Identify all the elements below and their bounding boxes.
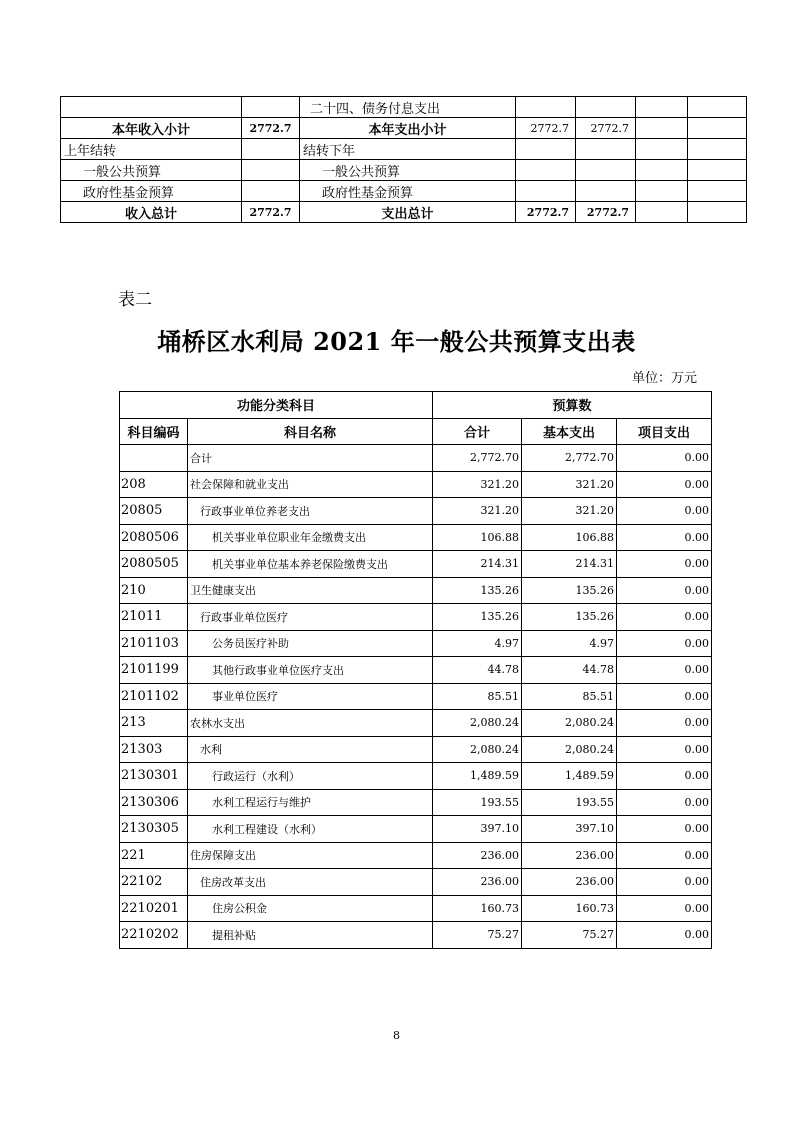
row-basic: 85.51 bbox=[522, 683, 617, 710]
row-code: 210 bbox=[120, 577, 188, 604]
row-total: 160.73 bbox=[433, 895, 522, 922]
row-code: 2130301 bbox=[120, 763, 188, 790]
income-subtotal-label: 本年收入小计 bbox=[61, 118, 242, 139]
row-code: 2210202 bbox=[120, 922, 188, 949]
row-total: 193.55 bbox=[433, 789, 522, 816]
row-total: 1,489.59 bbox=[433, 763, 522, 790]
row-total: 236.00 bbox=[433, 842, 522, 869]
row-basic: 321.20 bbox=[522, 471, 617, 498]
row-name: 合计 bbox=[188, 445, 433, 472]
page-number: 8 bbox=[393, 1029, 400, 1042]
row-total: 2,772.70 bbox=[433, 445, 522, 472]
row-code: 2101103 bbox=[120, 630, 188, 657]
row-basic: 236.00 bbox=[522, 842, 617, 869]
row-name: 机关事业单位基本养老保险缴费支出 bbox=[188, 551, 433, 578]
column-header-basic: 基本支出 bbox=[522, 418, 617, 445]
row-project: 0.00 bbox=[617, 577, 712, 604]
row-code: 221 bbox=[120, 842, 188, 869]
column-header-project: 项目支出 bbox=[617, 418, 712, 445]
row-code: 2080505 bbox=[120, 551, 188, 578]
income-total-value: 2772.7 bbox=[242, 202, 300, 223]
column-header-code: 科目编码 bbox=[120, 418, 188, 445]
row-project: 0.00 bbox=[617, 710, 712, 737]
table-row bbox=[120, 657, 712, 684]
table-row bbox=[120, 524, 712, 551]
row-total: 106.88 bbox=[433, 524, 522, 551]
row-project: 0.00 bbox=[617, 630, 712, 657]
table-row bbox=[120, 551, 712, 578]
row-project: 0.00 bbox=[617, 683, 712, 710]
row-basic: 193.55 bbox=[522, 789, 617, 816]
expense-label: 政府性基金预算 bbox=[300, 181, 516, 202]
expense-subtotal-value: 2772.7 bbox=[516, 118, 576, 139]
table-row bbox=[120, 869, 712, 896]
row-basic: 75.27 bbox=[522, 922, 617, 949]
row-basic: 321.20 bbox=[522, 498, 617, 525]
row-project: 0.00 bbox=[617, 657, 712, 684]
row-name: 住房公积金 bbox=[188, 895, 433, 922]
row-project: 0.00 bbox=[617, 445, 712, 472]
row-project: 0.00 bbox=[617, 922, 712, 949]
expense-subtotal-value-2: 2772.7 bbox=[576, 118, 636, 139]
income-expense-summary-table bbox=[60, 96, 747, 223]
table-label: 表二 bbox=[118, 290, 152, 310]
row-name: 其他行政事业单位医疗支出 bbox=[188, 657, 433, 684]
table-header-row bbox=[120, 418, 712, 445]
table-row bbox=[120, 630, 712, 657]
row-name: 农林水支出 bbox=[188, 710, 433, 737]
row-project: 0.00 bbox=[617, 498, 712, 525]
expense-total-label: 支出总计 bbox=[300, 202, 516, 223]
table-header-row bbox=[120, 392, 712, 419]
row-total: 214.31 bbox=[433, 551, 522, 578]
table-row bbox=[120, 842, 712, 869]
expense-total-value-2: 2772.7 bbox=[576, 202, 636, 223]
row-code: 2130306 bbox=[120, 789, 188, 816]
income-label: 一般公共预算 bbox=[61, 160, 242, 181]
column-header-name: 科目名称 bbox=[188, 418, 433, 445]
row-code: 208 bbox=[120, 471, 188, 498]
row-name: 行政事业单位养老支出 bbox=[188, 498, 433, 525]
row-code: 2101102 bbox=[120, 683, 188, 710]
row-basic: 214.31 bbox=[522, 551, 617, 578]
group-header-budget-amount: 预算数 bbox=[433, 392, 712, 419]
row-total: 75.27 bbox=[433, 922, 522, 949]
row-name: 卫生健康支出 bbox=[188, 577, 433, 604]
group-header-function-classification: 功能分类科目 bbox=[120, 392, 433, 419]
row-code: 21011 bbox=[120, 604, 188, 631]
row-total: 44.78 bbox=[433, 657, 522, 684]
row-total: 85.51 bbox=[433, 683, 522, 710]
row-total: 321.20 bbox=[433, 498, 522, 525]
row-basic: 106.88 bbox=[522, 524, 617, 551]
income-label: 上年结转 bbox=[61, 139, 242, 160]
row-basic: 2,080.24 bbox=[522, 710, 617, 737]
row-project: 0.00 bbox=[617, 789, 712, 816]
table-row bbox=[120, 577, 712, 604]
expense-label: 结转下年 bbox=[300, 139, 516, 160]
row-total: 397.10 bbox=[433, 816, 522, 843]
row-name: 行政运行（水利） bbox=[188, 763, 433, 790]
row-basic: 236.00 bbox=[522, 869, 617, 896]
row-project: 0.00 bbox=[617, 604, 712, 631]
row-basic: 4.97 bbox=[522, 630, 617, 657]
row-total: 2,080.24 bbox=[433, 736, 522, 763]
row-project: 0.00 bbox=[617, 736, 712, 763]
expense-total-value: 2772.7 bbox=[516, 202, 576, 223]
row-code: 2080506 bbox=[120, 524, 188, 551]
row-code: 2130305 bbox=[120, 816, 188, 843]
page-title: 埇桥区水利局 2021 年一般公共预算支出表 bbox=[157, 327, 636, 356]
table-row bbox=[120, 895, 712, 922]
expense-label: 一般公共预算 bbox=[300, 160, 516, 181]
table-row bbox=[120, 710, 712, 737]
table-row bbox=[120, 604, 712, 631]
row-project: 0.00 bbox=[617, 842, 712, 869]
row-project: 0.00 bbox=[617, 895, 712, 922]
income-subtotal-value: 2772.7 bbox=[242, 118, 300, 139]
row-code: 21303 bbox=[120, 736, 188, 763]
table-row bbox=[61, 160, 747, 181]
table-row bbox=[61, 181, 747, 202]
row-code: 213 bbox=[120, 710, 188, 737]
table-row bbox=[120, 498, 712, 525]
row-name: 住房保障支出 bbox=[188, 842, 433, 869]
table-row bbox=[120, 471, 712, 498]
row-project: 0.00 bbox=[617, 551, 712, 578]
income-total-label: 收入总计 bbox=[61, 202, 242, 223]
row-basic: 135.26 bbox=[522, 604, 617, 631]
table-row bbox=[120, 445, 712, 472]
row-name: 事业单位医疗 bbox=[188, 683, 433, 710]
row-code: 20805 bbox=[120, 498, 188, 525]
row-total: 135.26 bbox=[433, 577, 522, 604]
column-header-total: 合计 bbox=[433, 418, 522, 445]
row-total: 321.20 bbox=[433, 471, 522, 498]
row-total: 2,080.24 bbox=[433, 710, 522, 737]
row-basic: 1,489.59 bbox=[522, 763, 617, 790]
table-row bbox=[61, 118, 747, 139]
row-name: 公务员医疗补助 bbox=[188, 630, 433, 657]
row-code bbox=[120, 445, 188, 472]
row-project: 0.00 bbox=[617, 869, 712, 896]
row-name: 社会保障和就业支出 bbox=[188, 471, 433, 498]
row-project: 0.00 bbox=[617, 524, 712, 551]
row-code: 2101199 bbox=[120, 657, 188, 684]
row-basic: 160.73 bbox=[522, 895, 617, 922]
unit-label: 单位：万元 bbox=[631, 371, 697, 386]
expense-subtotal-label: 本年支出小计 bbox=[300, 118, 516, 139]
table-row bbox=[61, 139, 747, 160]
row-name: 住房改革支出 bbox=[188, 869, 433, 896]
table-row bbox=[61, 97, 747, 118]
row-basic: 2,080.24 bbox=[522, 736, 617, 763]
table-row bbox=[120, 816, 712, 843]
row-total: 4.97 bbox=[433, 630, 522, 657]
row-project: 0.00 bbox=[617, 471, 712, 498]
row-total: 135.26 bbox=[433, 604, 522, 631]
row-name: 水利工程运行与维护 bbox=[188, 789, 433, 816]
row-name: 水利工程建设（水利） bbox=[188, 816, 433, 843]
table-row bbox=[120, 789, 712, 816]
row-name: 机关事业单位职业年金缴费支出 bbox=[188, 524, 433, 551]
row-project: 0.00 bbox=[617, 763, 712, 790]
row-name: 提租补贴 bbox=[188, 922, 433, 949]
table-row bbox=[61, 202, 747, 223]
income-label: 政府性基金预算 bbox=[61, 181, 242, 202]
table-row bbox=[120, 922, 712, 949]
row-basic: 135.26 bbox=[522, 577, 617, 604]
row-name: 水利 bbox=[188, 736, 433, 763]
table-row bbox=[120, 763, 712, 790]
row-basic: 2,772.70 bbox=[522, 445, 617, 472]
table-row bbox=[120, 683, 712, 710]
expense-item: 二十四、债务付息支出 bbox=[300, 97, 516, 118]
row-code: 2210201 bbox=[120, 895, 188, 922]
row-name: 行政事业单位医疗 bbox=[188, 604, 433, 631]
row-basic: 44.78 bbox=[522, 657, 617, 684]
general-budget-expenditure-table bbox=[119, 391, 712, 949]
table-row bbox=[120, 736, 712, 763]
row-total: 236.00 bbox=[433, 869, 522, 896]
row-basic: 397.10 bbox=[522, 816, 617, 843]
row-project: 0.00 bbox=[617, 816, 712, 843]
row-code: 22102 bbox=[120, 869, 188, 896]
